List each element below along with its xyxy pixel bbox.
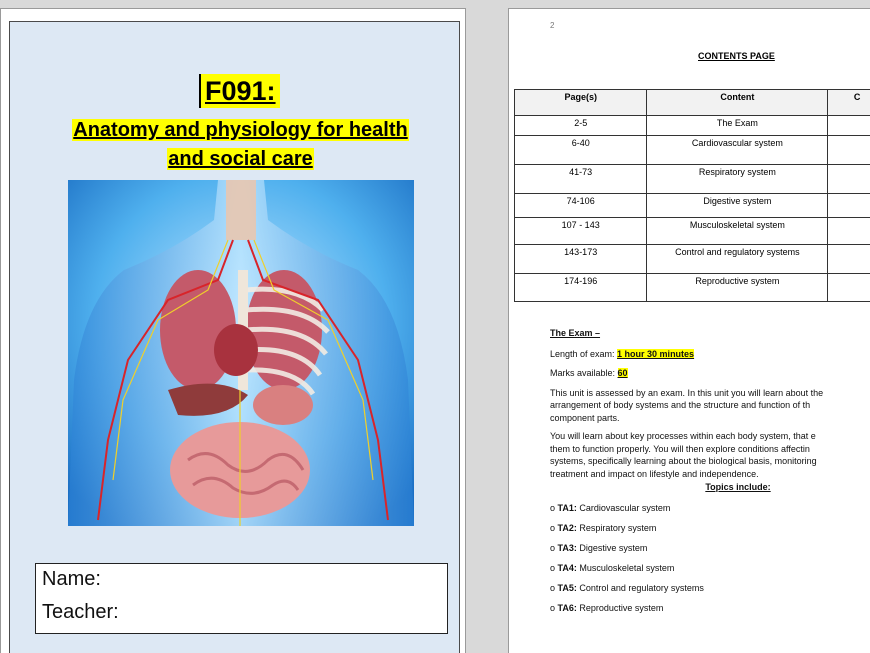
topic-code: TA6: [557,602,577,613]
topic-code: TA1: [557,502,577,513]
exam-marks-value: 60 [617,368,628,378]
para1-line3: component parts. [550,412,620,423]
bullet-icon: o [550,502,558,513]
exam-marks [550,367,870,380]
row-pages: 174-196 [515,274,647,302]
topic-item [550,582,870,595]
row-pages: 2-5 [515,116,647,136]
teacher-label: Teacher: [42,601,119,623]
table-row [515,274,870,302]
row-content: The Exam [647,116,828,136]
col-header-c: C [828,90,870,116]
row-content: Musculoskeletal system [647,218,828,245]
table-row [515,245,870,274]
topic-item [550,522,870,535]
name-label: Name: [42,568,101,590]
row-content: Reproductive system [647,274,828,302]
bullet-icon: o [550,602,558,613]
topic-code: TA3: [557,542,577,553]
topics-heading: Topics include: [705,482,771,492]
row-pages: 41-73 [515,165,647,194]
row-content: Respiratory system [647,165,828,194]
para2-line1: You will learn about key processes within each body system, that e [550,431,816,441]
exam-section [550,327,870,622]
topic-code: TA5: [557,582,577,593]
topic-name: Cardiovascular system [576,502,671,513]
exam-heading: The Exam – [550,328,601,338]
exam-paragraph-1 [550,387,870,425]
exam-length [550,348,870,361]
topic-name: Reproductive system [576,602,664,613]
name-teacher-box [35,563,448,634]
bullet-icon: o [550,562,558,573]
contents-table [514,89,870,302]
para2-line3: systems, specifically learning about the biological basis, monitoring [550,456,817,466]
table-row [515,136,870,165]
anatomy-image [68,180,414,526]
contents-page [508,8,870,653]
row-content: Digestive system [647,194,828,218]
col-header-pages: Page(s) [515,90,647,116]
table-row [515,194,870,218]
topic-item [550,602,870,615]
cover-title-line2: and social care [168,148,313,170]
exam-length-label: Length of exam: [550,348,618,359]
cover-page [0,8,466,653]
row-pages: 143-173 [515,245,647,274]
topic-item [550,562,870,575]
para2-line4: treatment and impact on lifestyle and independence. [550,468,759,479]
table-row [515,116,870,136]
cover-title-line1: Anatomy and physiology for health [73,119,408,141]
bullet-icon: o [550,542,558,553]
row-pages: 74-106 [515,194,647,218]
table-row [515,165,870,194]
topic-item [550,502,870,515]
topic-code: TA2: [557,522,577,533]
table-row [515,218,870,245]
unit-code: F091: [199,74,280,108]
row-pages: 6-40 [515,136,647,165]
row-content: Control and regulatory systems [647,245,828,274]
page-number: 2 [550,21,555,30]
contents-title: CONTENTS PAGE [698,51,775,61]
para1-line1: This unit is assessed by an exam. In this unit you will learn about the [550,387,824,398]
para2-line2: them to function properly. You will then explore conditions affectin [550,443,810,454]
exam-paragraph-2 [550,430,870,480]
topic-name: Digestive system [576,542,648,553]
col-header-content: Content [647,90,828,116]
topic-name: Control and regulatory systems [576,582,704,593]
cover-title [10,116,471,174]
topic-code: TA4: [557,562,577,573]
para1-line2: arrangement of body systems and the structure and function of th [550,400,811,410]
cover-panel [9,21,460,653]
exam-length-value: 1 hour 30 minutes [617,348,695,359]
exam-marks-label: Marks available: [550,368,618,378]
table-header-row [515,90,870,116]
topic-name: Respiratory system [576,522,657,533]
row-pages: 107 - 143 [515,218,647,245]
bullet-icon: o [550,582,558,593]
topic-name: Musculoskeletal system [576,562,675,573]
row-content: Cardiovascular system [647,136,828,165]
topic-item [550,542,870,555]
bullet-icon: o [550,522,558,533]
